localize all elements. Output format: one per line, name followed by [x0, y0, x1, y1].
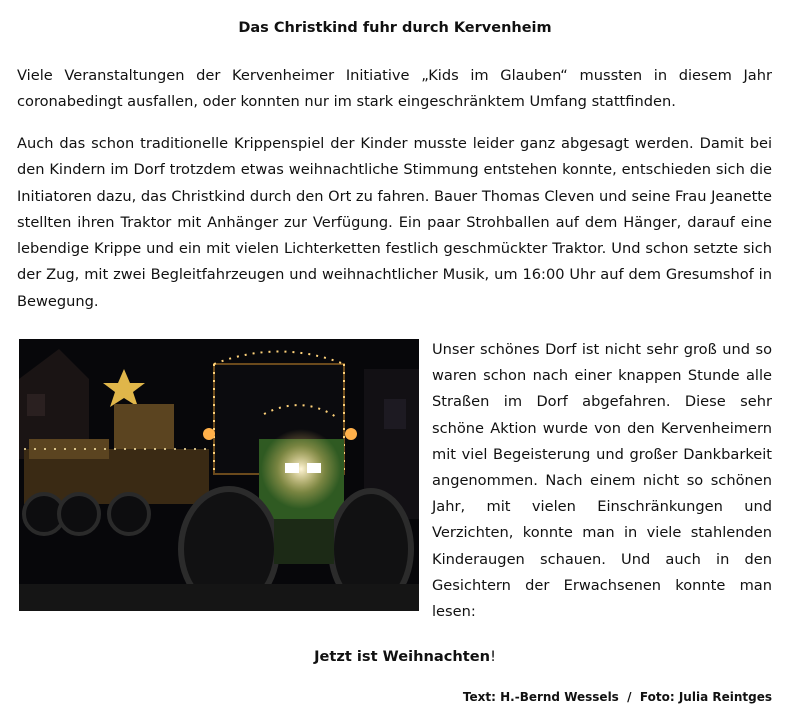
article-title: Das Christkind fuhr durch Kervenheim [238, 20, 552, 36]
closing-bold-text: Jetzt ist Weihnachten [314, 648, 491, 665]
story-paragraph: Auch das schon traditionelle Krippenspiel der Kinder musste leider ganz abgesagt werden. Damit bei den Kindern im Dorf trotzdem etwas weihnachtliche Stimmung entstehen konnte, entschieden sich die Initiatoren dazu, das Christkind durch den Ort zu fahren. Bauer Thomas Cleven und seine Frau Jeanette stellten ihren Traktor mit Anhänger zur Verfügung. Ein paar Strohballen auf dem Hänger, darauf eine lebendige Krippe und ein mit vielen Lichterketten festlich geschmückter Traktor. Und schon setzte sich der Zug, mit zwei Begleitfahrzeugen und weihnachtlicher Musik, um 16:00 Uhr auf dem Gresumshof in Bewegung. [17, 135, 772, 310]
tractor-photo [19, 339, 419, 611]
closing-paragraph: Unser schönes Dorf ist nicht sehr groß und so waren schon nach einer knappen Stunde alle Straßen im Dorf abgefahren. Diese sehr schöne Aktion wurde von den Kervenheimern mit viel Begeisterung und großer Dankbarkeit angenommen. Nach einem nicht so schönen Jahr, mit vielen Einschränkungen und Verzichten, konnte man in viele stahlenden Kinderaugen schauen. Und auch in den Gesichtern der Erwachsenen konnte man lesen: [432, 341, 772, 621]
photo-credits: Text: H.-Bernd Wessels / Foto: Julia Reintges [462, 690, 772, 704]
closing-line [0, 648, 790, 665]
intro-paragraph: Viele Veranstaltungen der Kervenheimer Initiative „Kids im Glauben“ mussten in diesem Jahr coronabedingt ausfallen, oder konnten nur im stark eingeschränktem Umfang stattfinden. [17, 67, 772, 111]
tractor-photo-illustration [19, 339, 419, 611]
closing-exclamation: ! [490, 648, 496, 665]
